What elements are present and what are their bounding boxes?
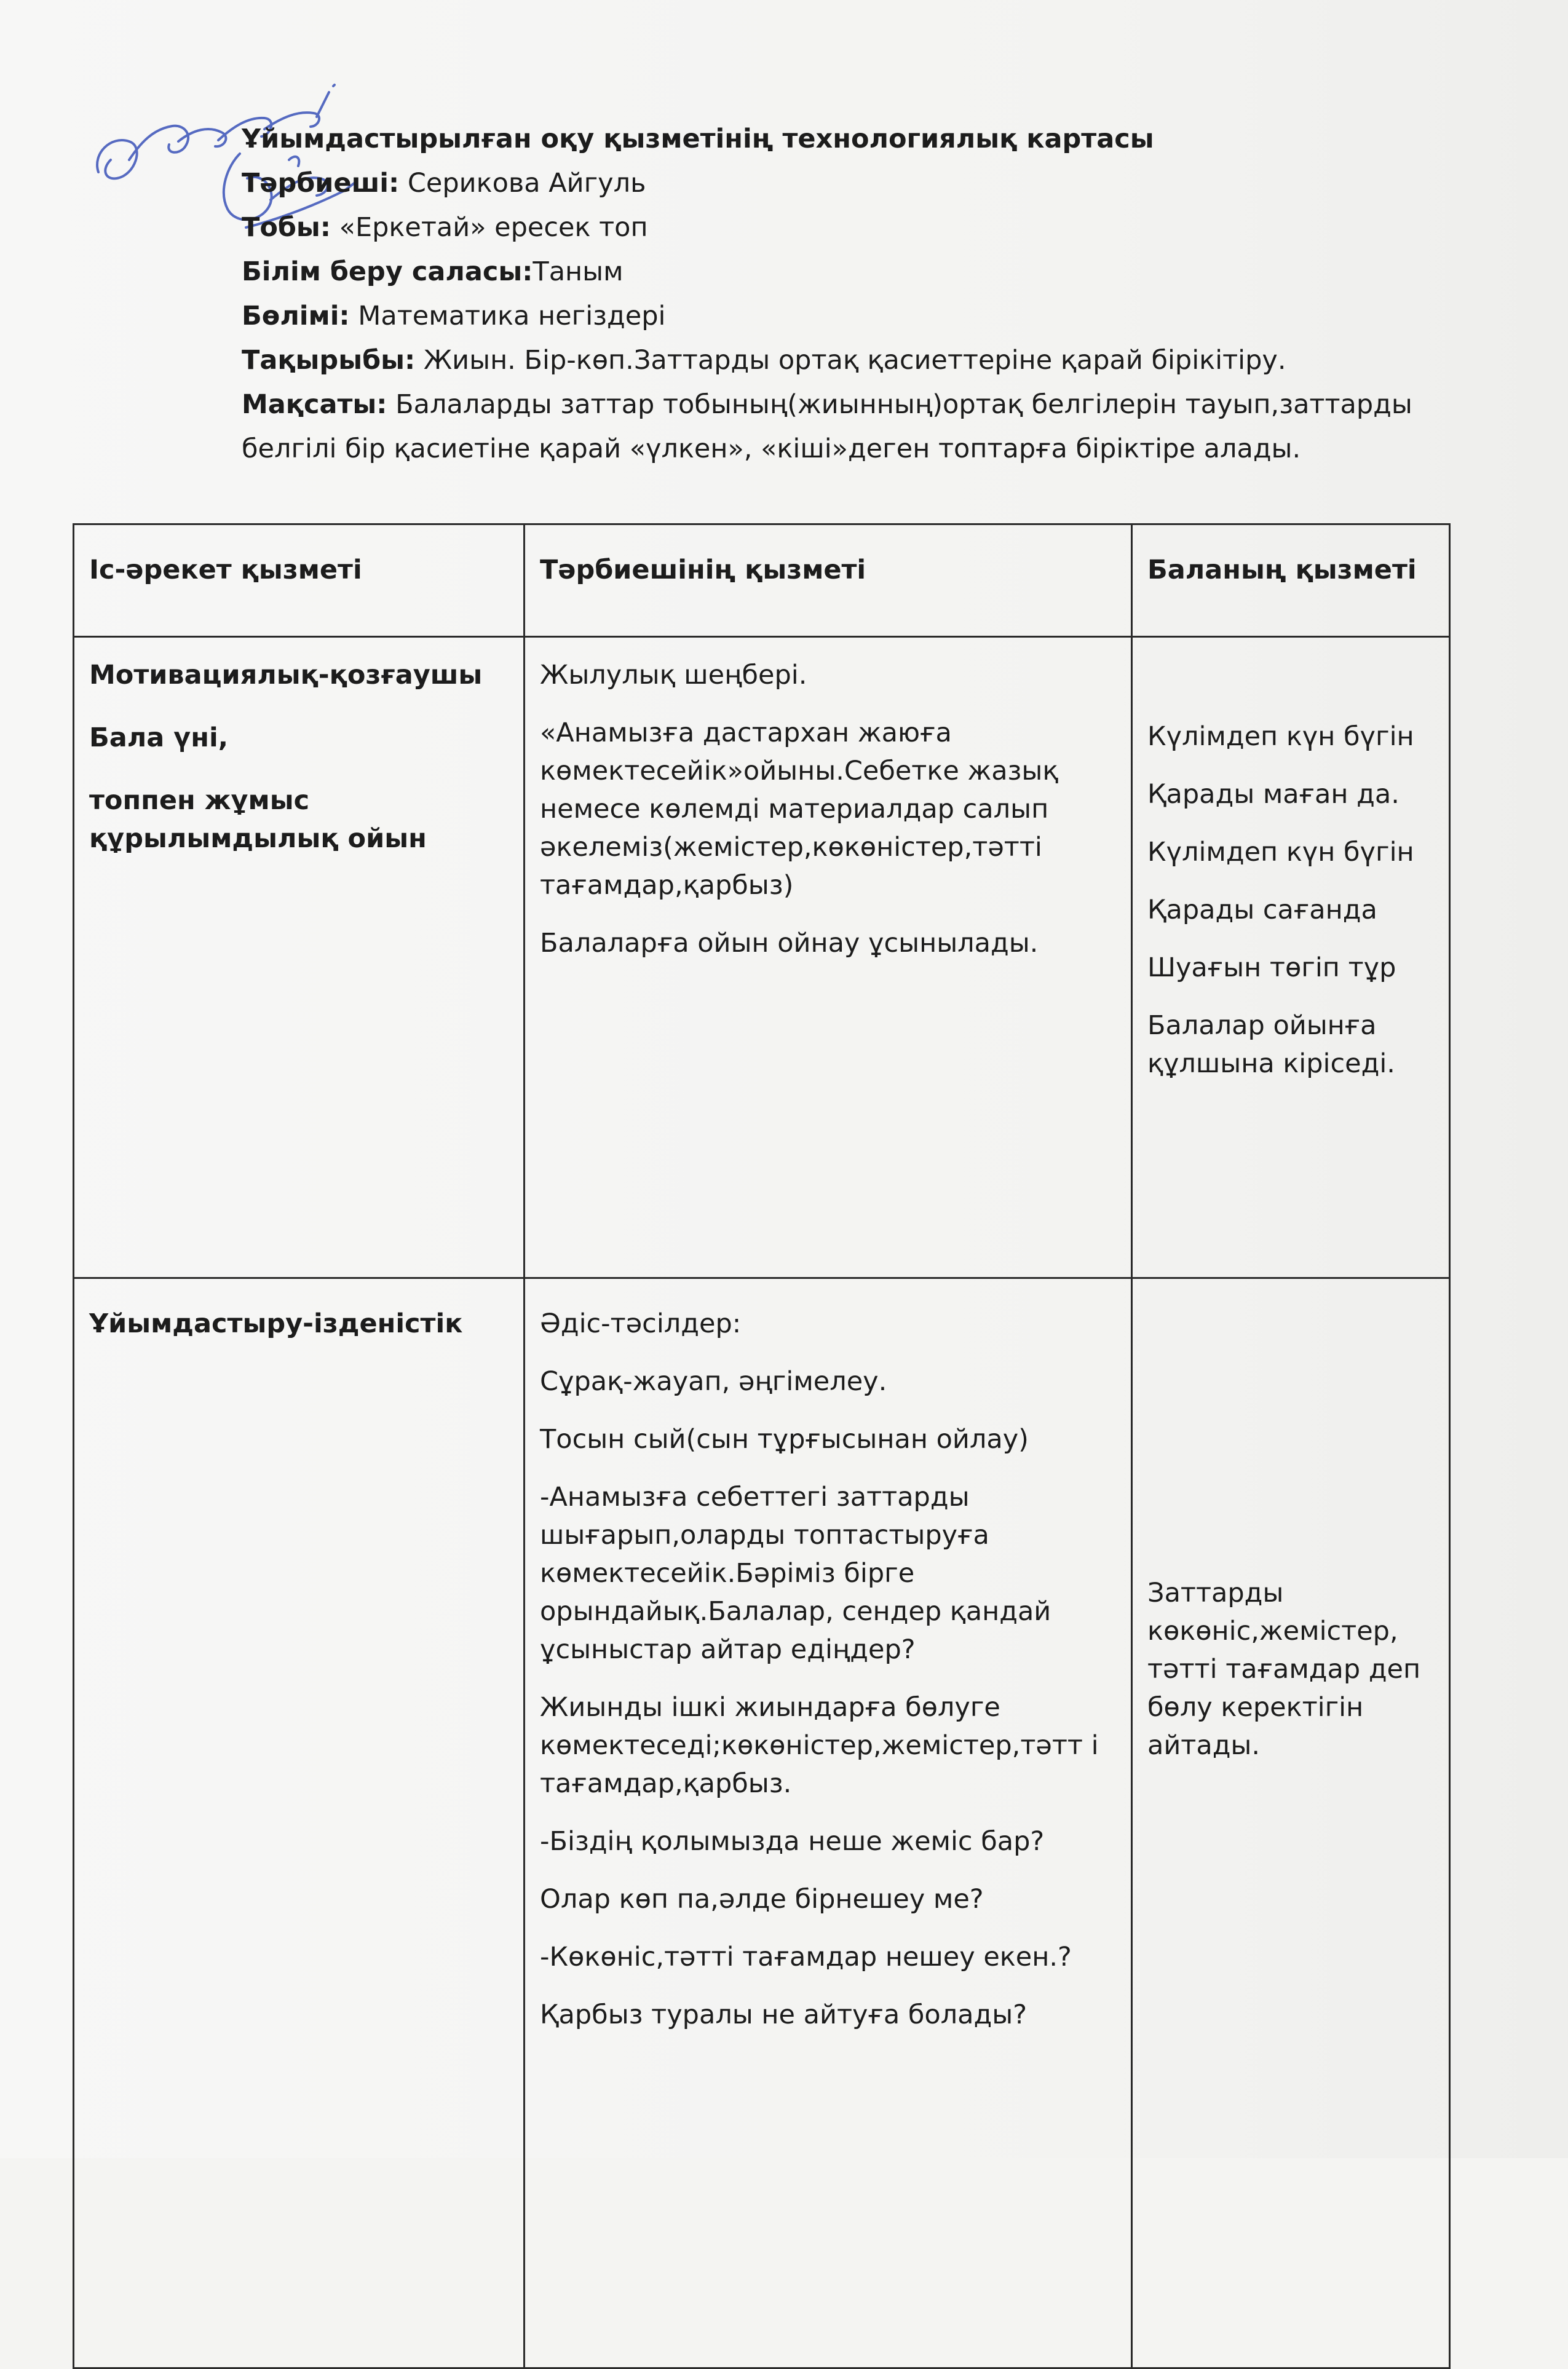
document-title: Ұйымдастырылған оқу қызметінің технологиялық картасы (242, 124, 1154, 154)
header-teacher: Тәрбиешінің қызметі (525, 524, 1132, 637)
header-child: Баланың қызметі (1132, 524, 1450, 637)
stage-cell: Ұйымдастыру-ізденістік (74, 1278, 525, 2368)
field-section: Бөлімі: Математика негіздері (242, 301, 666, 331)
table-row (74, 637, 1450, 1278)
document-header (242, 117, 1441, 471)
table-header-row (74, 524, 1450, 637)
child-cell: Күлімдеп күн бүгін Қарады маған да. Күлімдеп күн бүгін Қарады сағанда Шуағын төгіп тұр Балалар ойынға құлшына кіріседі. (1132, 637, 1450, 1278)
table-row (74, 1278, 1450, 2368)
teacher-cell: Жылулық шеңбері. «Анамызға дастархан жаюға көмектесейік»ойыны.Себетке жазық немесе көлемді материалдар салып әкелеміз(жемістер,көкөністер,тәтті тағамдар,қарбыз) Балаларға ойын ойнау ұсынылады. (525, 637, 1132, 1278)
header-activity: Іс-әрекет қызметі (74, 524, 525, 637)
field-teacher: Тәрбиеші: Серикова Айгуль (242, 168, 646, 199)
field-goal: Мақсаты: Балаларды заттар тобының(жиынның)ортақ белгілерін тауып,заттарды белгілі бір қасиетіне қарай «үлкен», «кіші»деген топтарға біріктіре алады. (242, 389, 1412, 464)
field-group: Тобы: «Еркетай» ересек топ (242, 212, 648, 243)
stage-cell: Мотивациялық-қозғаушы Бала үні, топпен жұмыс құрылымдылық ойын (74, 637, 525, 1278)
field-topic: Тақырыбы: Жиын. Бір-көп.Заттарды ортақ қасиеттеріне қарай бірікітіру. (242, 345, 1286, 376)
child-cell: Заттарды көкөніс,жемістер, тәтті тағамдар деп бөлу керектігін айтады. (1132, 1278, 1450, 2368)
activity-table (73, 523, 1451, 2369)
teacher-cell: Әдіс-тәсілдер: Сұрақ-жауап, әңгімелеу. Тосын сый(сын тұрғысынан ойлау) -Анамызға себеттегі заттарды шығарып,оларды топтастыруға көмектесейік.Бәріміз бірге орындайық.Балалар, сендер қандай ұсыныстар айтар едіңдер? Жиынды ішкі жиындарға бөлуге көмектеседі;көкөністер,жемістер,тәтт і тағамдар,қарбыз. -Біздің қолымызда неше жеміс бар? Олар көп па,әлде бірнешеу ме? -Көкөніс,тәтті тағамдар нешеу екен.? Қарбыз туралы не айтуға болады? (525, 1278, 1132, 2368)
field-area: Білім беру саласы:Таным (242, 256, 624, 287)
